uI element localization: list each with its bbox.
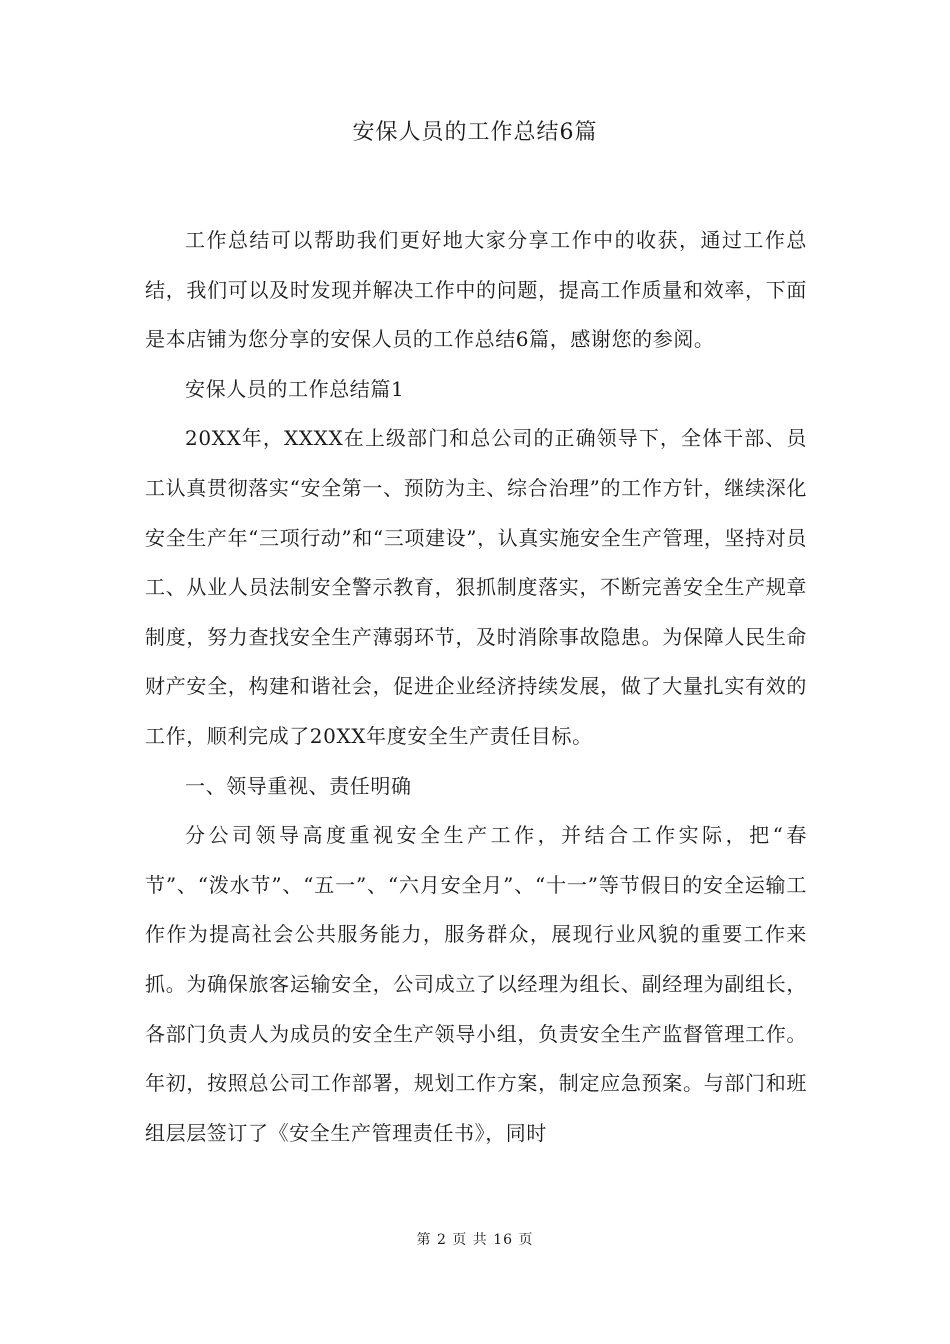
- section-heading: 安保人员的工作总结篇1: [185, 376, 405, 401]
- document-title: 安保人员的工作总结6篇: [352, 120, 598, 145]
- subsection-heading: 一、领导重视、责任明确: [185, 773, 412, 798]
- page-number-footer: 第 2 页 共 16 页: [416, 1232, 534, 1248]
- document-body: [145, 216, 807, 1158]
- paragraph-intro: 工作总结可以帮助我们更好地大家分享工作中的收获，通过工作总结，我们可以及时发现并解决工作中的问题，提高工作质量和效率，下面是本店铺为您分享的安保人员的工作总结6篇，感谢您的参阅。: [145, 228, 807, 352]
- paragraph: 20XX年，XXXX在上级部门和总公司的正确领导下，全体干部、员工认真贯彻落实“安全第一、预防为主、综合治理”的工作方针，继续深化安全生产年“三项行动”和“三项建设”，认真实施安全生产管理，坚持对员工、从业人员法制安全警示教育，狠抓制度落实，不断完善安全生产规章制度，努力查找安全生产薄弱环节，及时消除事故隐患。为保障人民生命财产安全，构建和谐社会，促进企业经济持续发展，做了大量扎实有效的工作，顺利完成了20XX年度安全生产责任目标。: [145, 426, 807, 748]
- paragraph: 分公司领导高度重视安全生产工作，并结合工作实际，把“春节”、“泼水节”、“五一”、“六月安全月”、“十一”等节假日的安全运输工作作为提高社会公共服务能力，服务群众，展现行业风貌的重要工作来抓。为确保旅客运输安全，公司成立了以经理为组长、副经理为副组长，各部门负责人为成员的安全生产领导小组，负责安全生产监督管理工作。年初，按照总公司工作部署，规划工作方案，制定应急预案。与部门和班组层层签订了《安全生产管理责任书》，同时: [145, 823, 807, 1145]
